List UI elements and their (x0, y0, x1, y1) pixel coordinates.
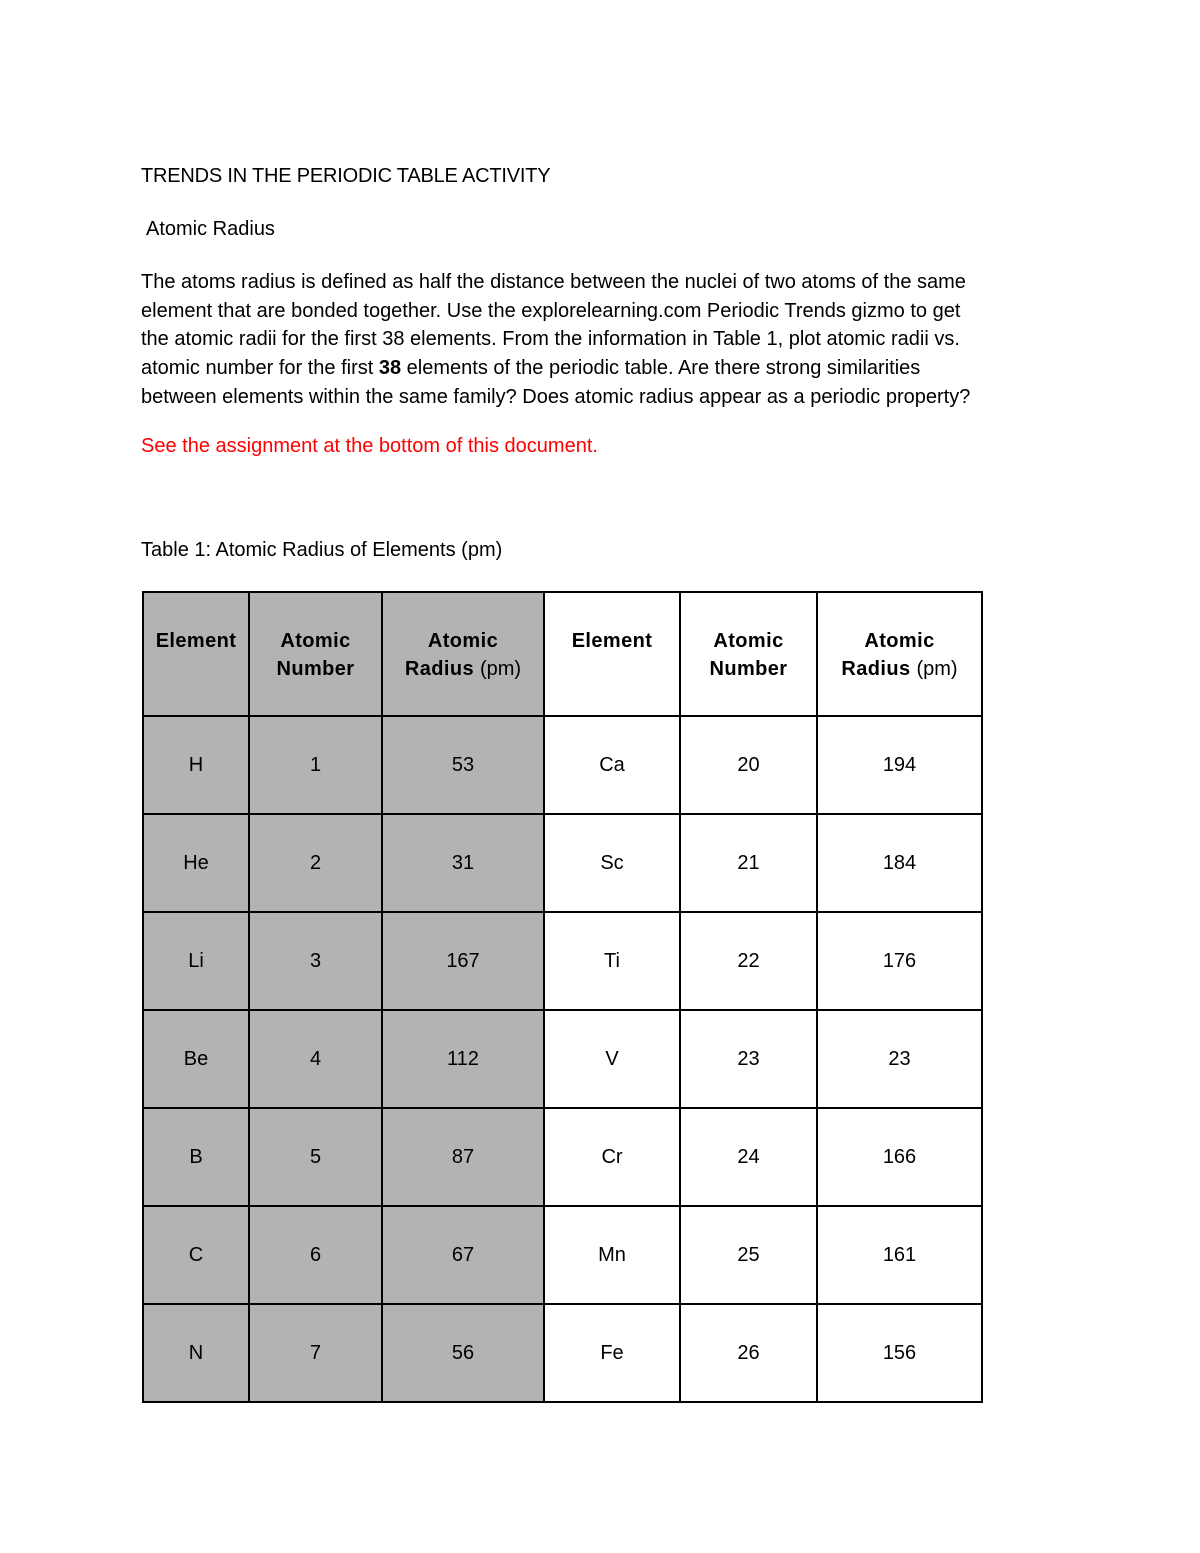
cell-element: V (544, 1010, 680, 1108)
assignment-note: See the assignment at the bottom of this document. (141, 435, 598, 457)
cell-atomic-radius: 176 (817, 912, 982, 1010)
cell-atomic-radius: 184 (817, 814, 982, 912)
cell-atomic-number: 21 (680, 814, 817, 912)
table-row (143, 814, 982, 912)
cell-element: He (143, 814, 249, 912)
cell-atomic-number: 25 (680, 1206, 817, 1304)
header-atomic-radius-2-line2: Radius (841, 658, 911, 680)
cell-element: Li (143, 912, 249, 1010)
header-atomic-radius-1-unit: (pm) (479, 658, 522, 680)
cell-atomic-number: 20 (680, 716, 817, 814)
header-element-2-label: Element (571, 630, 653, 652)
cell-atomic-radius: 56 (382, 1304, 544, 1402)
table-row (143, 1304, 982, 1402)
table-row (143, 1206, 982, 1304)
header-element-2 (544, 592, 680, 716)
header-element-1-label: Element (155, 630, 237, 652)
cell-atomic-number: 1 (249, 716, 382, 814)
paragraph-line-5: between elements within the same family? Does atomic radius appear as a periodic property? (141, 385, 971, 408)
paragraph-line-1: The atoms radius is defined as half the distance between the nuclei of two atoms of the same (141, 271, 966, 293)
paragraph-line-4-end: elements of the periodic table. Are there strong similarities (401, 357, 921, 380)
header-atomic-number-1-line2: Number (276, 658, 355, 680)
header-atomic-radius-1 (382, 592, 544, 716)
paragraph-line-4 (141, 354, 1061, 383)
cell-atomic-number: 6 (249, 1206, 382, 1304)
cell-atomic-radius: 31 (382, 814, 544, 912)
header-atomic-radius-2 (817, 592, 982, 716)
cell-atomic-number: 26 (680, 1304, 817, 1402)
header-atomic-radius-1-line1: Atomic (427, 630, 499, 652)
cell-atomic-number: 5 (249, 1108, 382, 1206)
cell-atomic-radius: 194 (817, 716, 982, 814)
cell-element: N (143, 1304, 249, 1402)
header-atomic-radius-2-unit: (pm) (916, 658, 958, 680)
cell-atomic-radius: 87 (382, 1108, 544, 1206)
cell-atomic-number: 7 (249, 1304, 382, 1402)
cell-atomic-radius: 23 (817, 1010, 982, 1108)
section-heading: Atomic Radius (146, 218, 275, 240)
header-atomic-number-2-line2: Number (709, 658, 788, 680)
paragraph-line-4-start: atomic number for the first (141, 357, 379, 380)
cell-element: Sc (544, 814, 680, 912)
cell-element: Ti (544, 912, 680, 1010)
header-atomic-radius-2-line1: Atomic (864, 630, 935, 652)
header-element-1 (143, 592, 249, 716)
header-atomic-number-1-line1: Atomic (280, 630, 351, 652)
document-title: TRENDS IN THE PERIODIC TABLE ACTIVITY (141, 165, 551, 187)
header-atomic-radius-1-line2: Radius (404, 658, 474, 680)
cell-atomic-radius: 53 (382, 716, 544, 814)
table-header-row (143, 592, 982, 716)
cell-element: H (143, 716, 249, 814)
cell-element: Ca (544, 716, 680, 814)
cell-element: Fe (544, 1304, 680, 1402)
cell-atomic-number: 2 (249, 814, 382, 912)
cell-atomic-radius: 167 (382, 912, 544, 1010)
table-caption: Table 1: Atomic Radius of Elements (pm) (141, 539, 503, 561)
cell-atomic-number: 24 (680, 1108, 817, 1206)
cell-atomic-number: 3 (249, 912, 382, 1010)
cell-atomic-radius: 67 (382, 1206, 544, 1304)
table-row (143, 912, 982, 1010)
table-row (143, 1010, 982, 1108)
cell-element: C (143, 1206, 249, 1304)
header-atomic-number-2 (680, 592, 817, 716)
cell-atomic-radius: 112 (382, 1010, 544, 1108)
intro-paragraph (141, 268, 1061, 412)
paragraph-line-2: element that are bonded together. Use the explorelearning.com Periodic Trends gizmo to get (141, 299, 961, 322)
cell-element: B (143, 1108, 249, 1206)
paragraph-line-3: the atomic radii for the first 38 elements. From the information in Table 1, plot atomic radii vs. (141, 328, 960, 351)
cell-element: Be (143, 1010, 249, 1108)
cell-element: Cr (544, 1108, 680, 1206)
table-row (143, 1108, 982, 1206)
atomic-radius-table (142, 591, 983, 1403)
cell-atomic-number: 23 (680, 1010, 817, 1108)
cell-atomic-radius: 166 (817, 1108, 982, 1206)
cell-atomic-radius: 156 (817, 1304, 982, 1402)
cell-atomic-number: 4 (249, 1010, 382, 1108)
table-row (143, 716, 982, 814)
cell-element: Mn (544, 1206, 680, 1304)
header-atomic-number-2-line1: Atomic (713, 630, 784, 652)
cell-atomic-number: 22 (680, 912, 817, 1010)
cell-atomic-radius: 161 (817, 1206, 982, 1304)
paragraph-bold-number: 38 (378, 357, 402, 380)
header-atomic-number-1 (249, 592, 382, 716)
